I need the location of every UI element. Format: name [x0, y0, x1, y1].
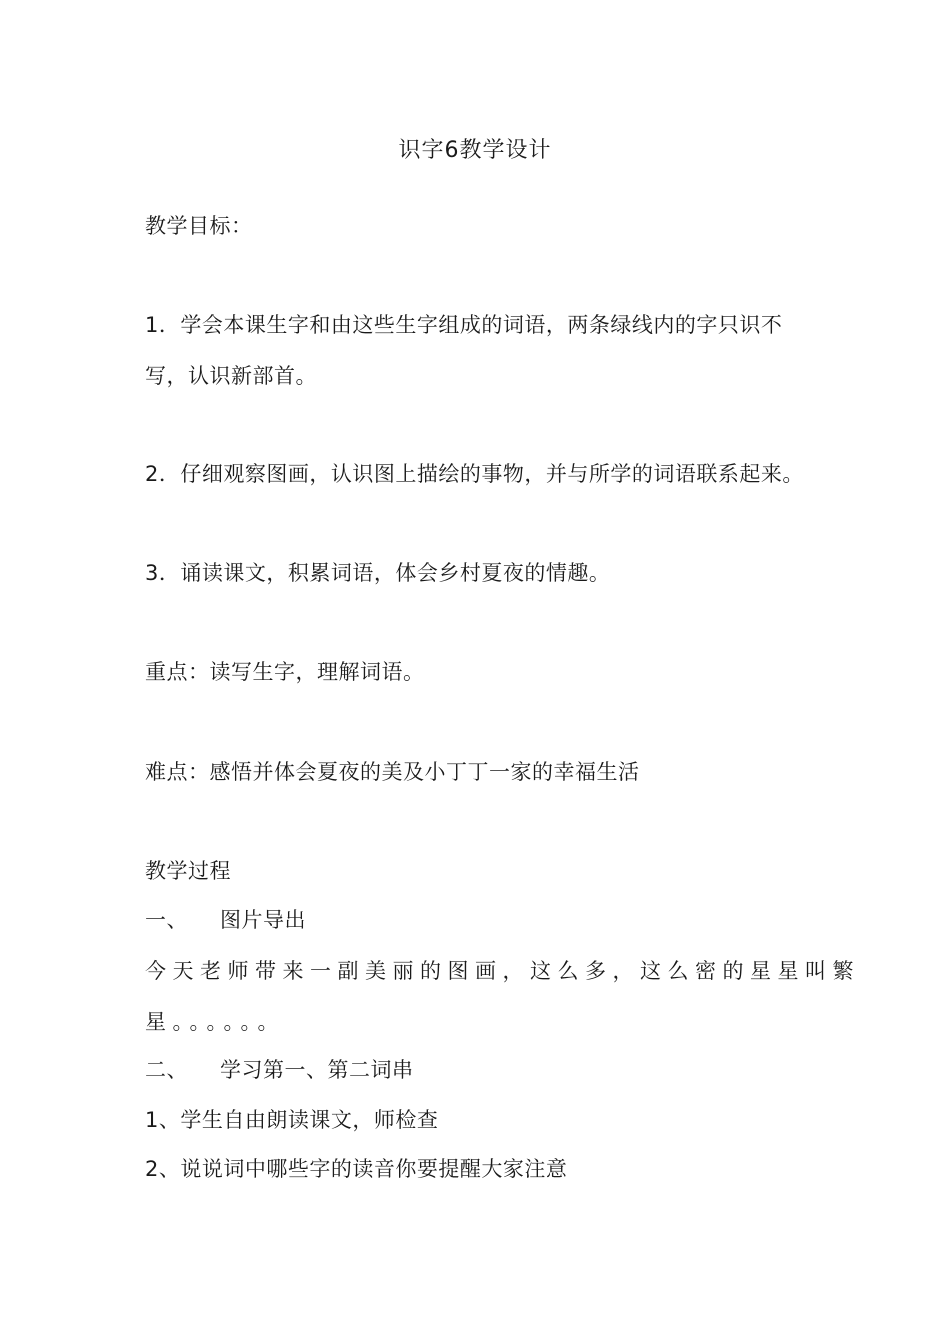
section-2-heading	[145, 1056, 414, 1084]
section-1-title: 图片导出	[220, 908, 306, 932]
section-1-heading	[145, 906, 306, 934]
section-1-text-line-1: 今天老师带来一副美丽的图画，这么多，这么密的星星叫繁	[145, 959, 860, 983]
objective-1-line-1: 1．学会本课生字和由这些生字组成的词语，两条绿线内的字只识不	[145, 313, 783, 337]
process-heading: 教学过程	[145, 859, 231, 883]
step-1: 1、学生自由朗读课文，师检查	[145, 1108, 439, 1132]
section-2-number: 二、	[145, 1058, 188, 1082]
objective-1-line-2: 写，认识新部首。	[145, 364, 317, 388]
objectives-heading: 教学目标：	[145, 214, 253, 238]
section-1-number: 一、	[145, 908, 188, 932]
step-2: 2、说说词中哪些字的读音你要提醒大家注意	[145, 1157, 568, 1181]
section-1-text-line-2: 星。。。。。。	[145, 1010, 285, 1034]
key-point: 重点：读写生字，理解词语。	[145, 660, 425, 684]
objective-3: 3．诵读课文，积累词语，体会乡村夏夜的情趣。	[145, 561, 611, 585]
objective-2: 2．仔细观察图画，认识图上描绘的事物，并与所学的词语联系起来。	[145, 462, 804, 486]
document-title: 识字6教学设计	[398, 138, 552, 163]
section-2-title: 学习第一、第二词串	[220, 1058, 414, 1082]
difficulty: 难点：感悟并体会夏夜的美及小丁丁一家的幸福生活	[145, 760, 640, 784]
